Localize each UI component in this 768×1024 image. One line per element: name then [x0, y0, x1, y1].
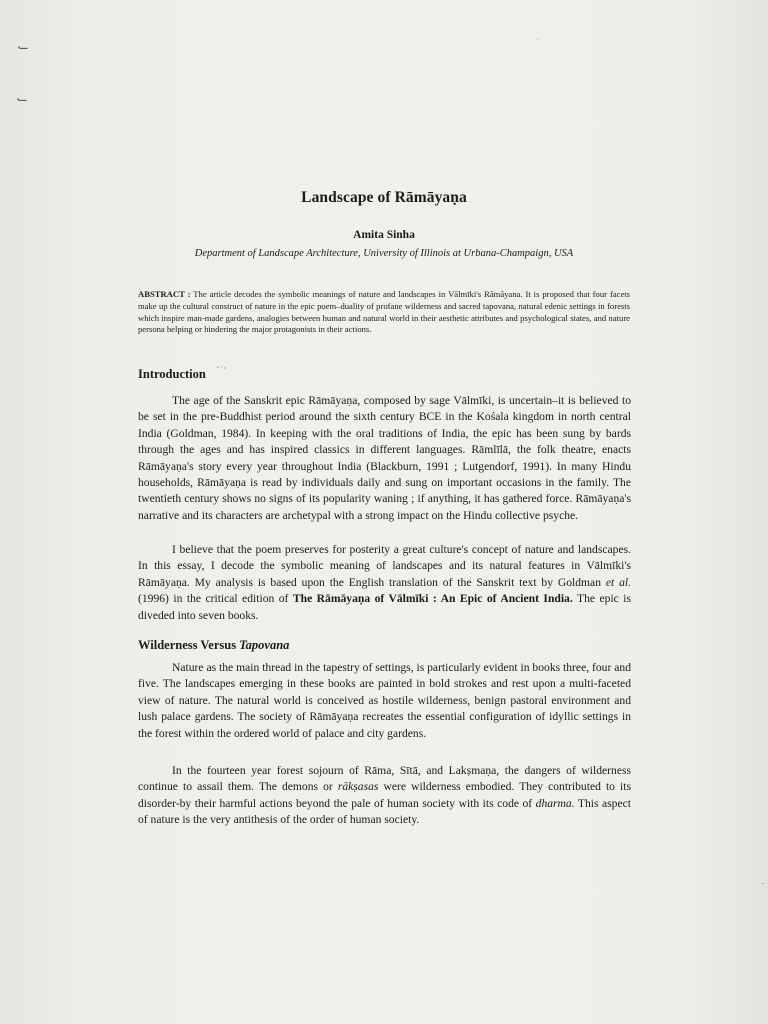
text-run: (1996) in the critical edition of — [138, 592, 293, 606]
text-run-italic: rākṣasas — [337, 780, 379, 794]
heading-text: Wilderness Versus — [138, 638, 240, 652]
paragraph — [138, 763, 631, 829]
section-heading-introduction — [138, 366, 226, 382]
heading-text: Introduction — [138, 367, 206, 382]
paragraph — [138, 542, 631, 624]
text-run: This aspect of nature is the very antithesis of the order of human society. — [138, 796, 631, 827]
section-heading-wilderness — [138, 638, 289, 653]
abstract-text: The article decodes the symbolic meanings of nature and landscapes in Vālmīki's Rāmāyana. It is proposed that four facets make up the cultural construct of nature in the epic poem–duality of profane wilderness and sacred tapovana, natural edenic settings in forests which inspire man-made gardens, analogies between human and natural world in their aesthetic attributes and psychological states, and nature persona helping or hindering the major protagonists in their actions. — [138, 289, 630, 335]
paragraph: The age of the Sanskrit epic Rāmāyaṇa, composed by sage Vālmīki, is uncertain–it is believed to be set in the pre-Buddhist period around the sixth century BCE in the Kośala kingdom in north central India (Goldman, 1984). In keeping with the oral traditions of India, the epic has been sung by bards through the ages and has inspired classics in different languages. Rāmlīlā, the folk theatre, enacts Rāmāyaṇa's story every year throughout India (Blackburn, 1991 ; Lutgendorf, 1991). In many Hindu households, Rāmāyaṇa is read by individuals daily and sung on important occasions in the family. The twentieth century shows no signs of its popularity waning ; if anything, it has gathered force. Rāmāyaṇa's narrative and its characters are archetypal with a strong impact on the Hindu collective psyche. — [138, 394, 631, 522]
margin-scribble: ˇ˙ʾ — [215, 366, 227, 375]
text-run-italic: et al. — [605, 575, 631, 589]
paragraph: Nature as the main thread in the tapestry of settings, is particularly evident in books three, four and five. The landscapes emerging in these books are painted in bold strokes and rest upon a multi-faceted view of nature. The natural world is conceived as hostile wilderness, benign pastoral environment and lush palace gardens. The society of Rāmāyaṇa recreates the essential configuration of idyllic settings in the forest within the ordered world of palace and city gardens. — [138, 661, 631, 740]
text-run: I believe that the poem preserves for posterity a great culture's concept of nature and landscapes. In this essay, I decode the symbolic meaning of landscapes and its natural features in Vālmīki's Rāmāyaṇa. My analysis is based upon the English translation of the Sanskrit text by Goldman — [138, 543, 631, 589]
stray-mark: ⹃ — [18, 43, 28, 54]
author-affiliation: Department of Landscape Architecture, University of Illinois at Urbana-Champaign, USA — [194, 248, 574, 259]
text-run-italic: dharma. — [535, 796, 575, 810]
abstract-label: ABSTRACT : — [138, 289, 191, 299]
paper-title: Landscape of Rāmāyaṇa — [301, 189, 467, 206]
abstract — [138, 289, 630, 336]
text-run: In the fourteen year forest sojourn of Rāma, Sītā, and Lakṣmaṇa, the dangers of wilderness continue to assail them. The demons or — [138, 764, 631, 794]
stray-mark: ˑ — [762, 880, 765, 889]
stray-mark: ⹃ — [17, 95, 27, 106]
heading-text-italic: Tapovana — [239, 638, 290, 652]
stray-mark: ˛ — [536, 33, 539, 40]
text-run-bold: The Rāmāyaṇa of Vālmīki : An Epic of Ancient India. — [292, 592, 573, 606]
text-run: were wilderness embodied. They contributed to its disorder-by their harmful actions beyond the pale of human society with its code of — [138, 780, 632, 810]
text-run: The epic is diveded into seven books. — [138, 592, 631, 622]
author-name: Amita Sinha — [353, 229, 415, 241]
